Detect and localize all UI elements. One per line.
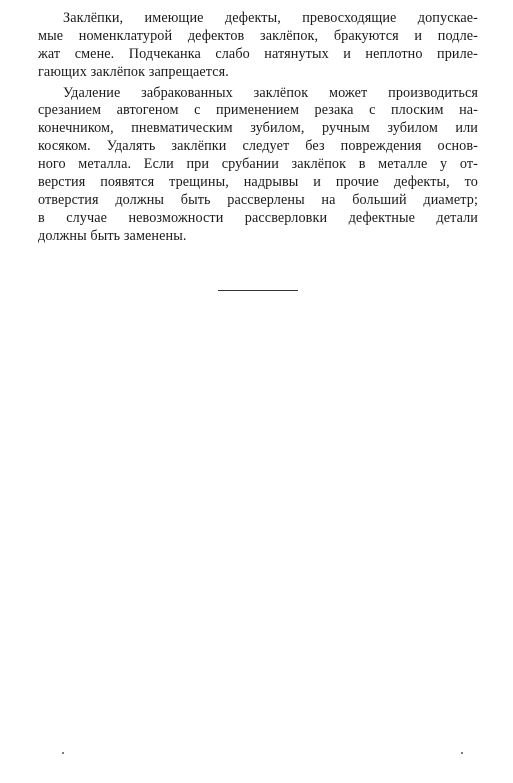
paragraph-1 [38,10,478,82]
text-line: гающих заклёпок запрещается. [38,63,229,80]
text-line: жат смене. Подчеканка слабо натянутых и неплотно приле- [38,45,478,62]
text-line: Удаление забракованных заклёпок может производиться [63,84,478,101]
text-line: срезанием автогеном с применением резака с плоским на- [38,102,478,119]
text-line: отверстия должны быть рассверлены на больший диаметр; [38,191,478,208]
body-text [38,10,478,246]
text-line: должны быть заменены. [38,227,187,244]
text-line: косяком. Удалять заклёпки следует без повреждения основ- [38,138,478,155]
paragraph-2 [38,85,478,246]
text-line: Заклёпки, имеющие дефекты, превосходящие допускае- [63,10,478,26]
text-line: конечником, пневматическим зубилом, ручным зубилом или [38,120,478,137]
text-line: верстия появятся трещины, надрывы и прочие дефекты, то [38,174,478,191]
section-end-rule [218,290,298,291]
scan-speck [461,752,463,754]
text-line: ного металла. Если при срубании заклёпок в металле у от- [38,156,478,173]
scan-speck [62,752,64,754]
text-line: в случае невозможности рассверловки дефектные детали [38,209,478,226]
text-line: мые номенклатурой дефектов заклёпок, бракуются и подле- [38,27,478,44]
